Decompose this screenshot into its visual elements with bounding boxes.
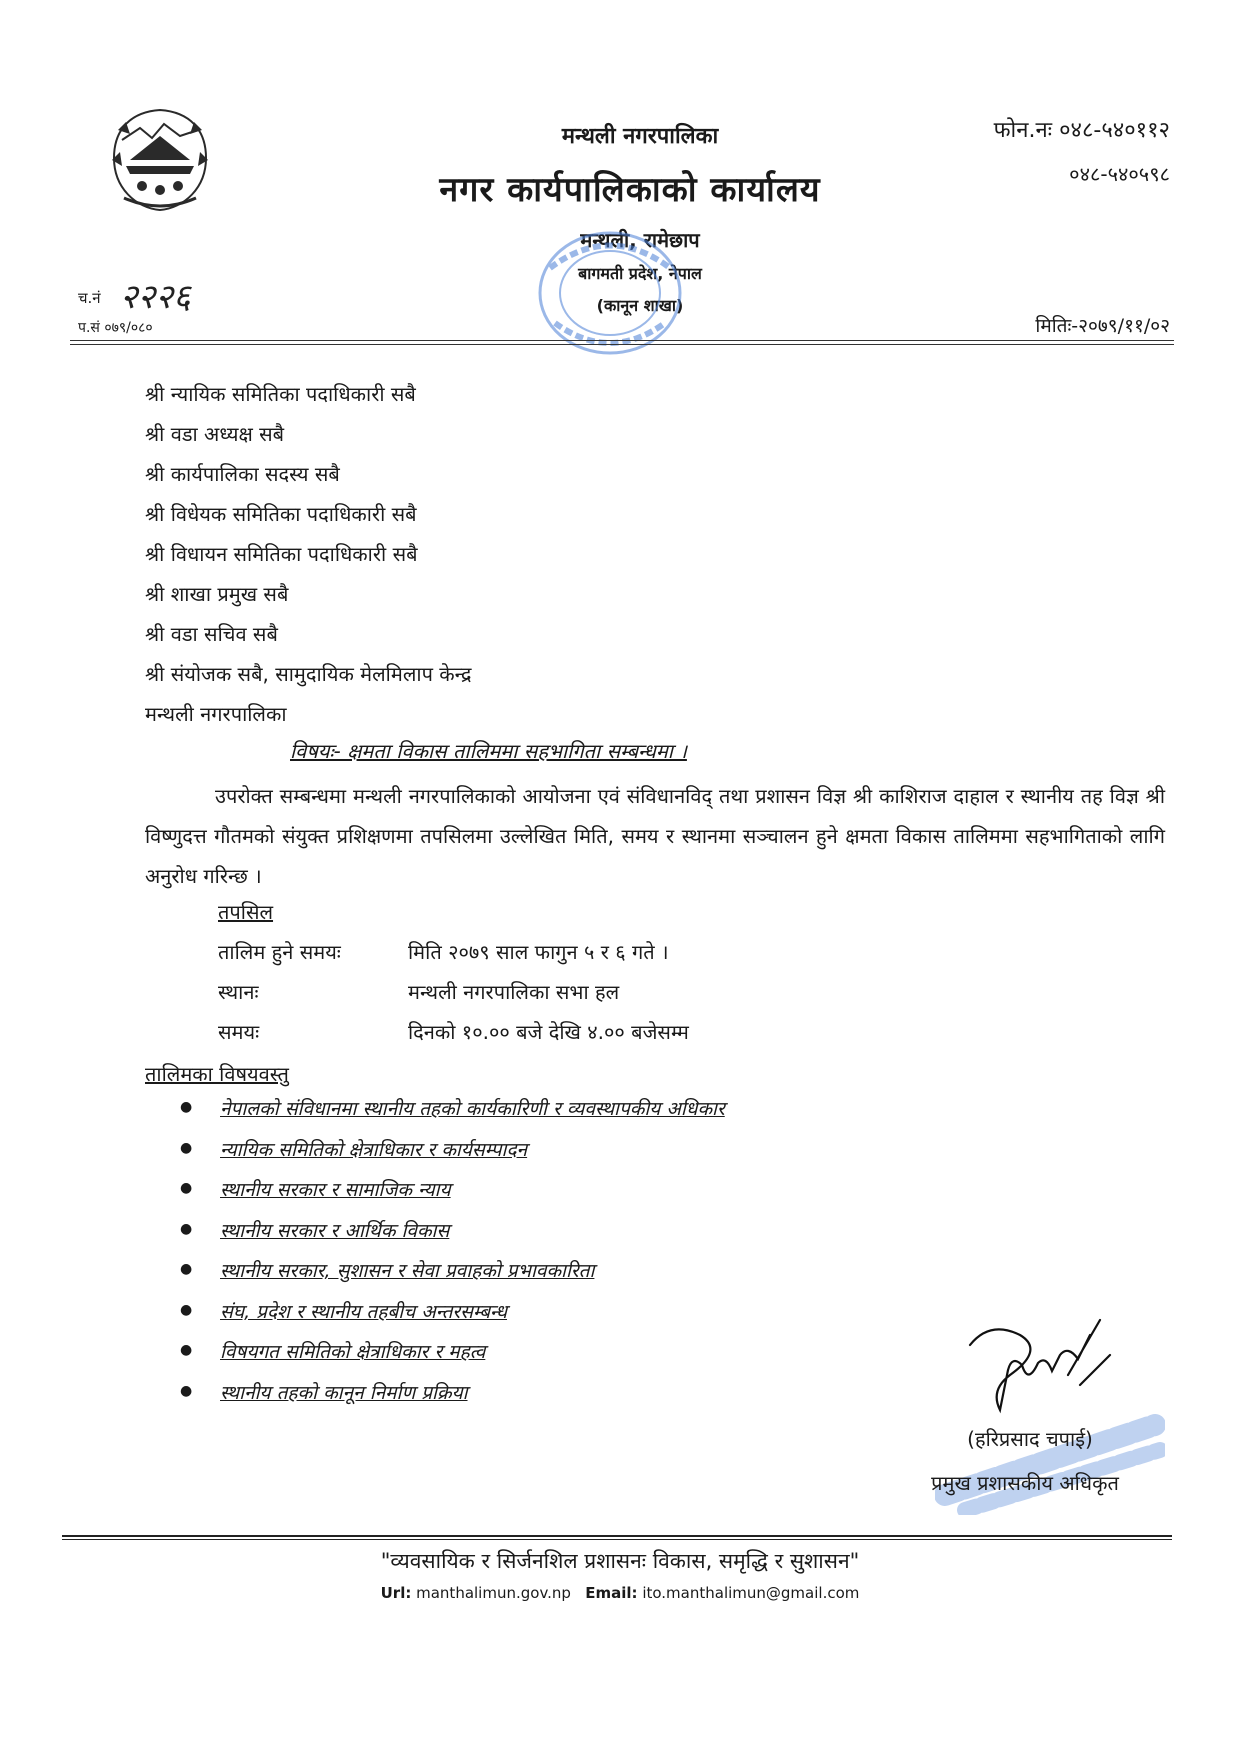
detail-label: तालिम हुने समयः: [218, 940, 341, 964]
phone-line2: ०४८-५४०५९८: [1069, 162, 1170, 186]
detail-label: समयः: [218, 1020, 260, 1044]
recipient-item: श्री वडा सचिव सबै: [145, 622, 278, 646]
signatory-name: (हरिप्रसाद चपाई): [967, 1427, 1093, 1451]
contents-heading: तालिमका विषयवस्तु: [145, 1062, 289, 1086]
bullet-icon: ●: [180, 1261, 193, 1277]
detail-value: मन्थली नगरपालिका सभा हल: [408, 980, 620, 1004]
details-heading: तपसिल: [218, 900, 274, 924]
footer-contact: [200, 1584, 1040, 1602]
nepal-emblem-icon: [100, 100, 220, 220]
email-link[interactable]: ito.manthalimun@gmail.com: [642, 1584, 860, 1602]
recipient-item: श्री वडा अध्यक्ष सबै: [145, 422, 285, 446]
signatory-title: प्रमुख प्रशासकीय अधिकृत: [931, 1471, 1119, 1495]
recipient-item: श्री शाखा प्रमुख सबै: [145, 582, 289, 606]
bullet-icon: ●: [180, 1220, 193, 1237]
header-divider: [70, 340, 1174, 341]
detail-value: मिति २०७९ साल फागुन ५ र ६ गते ।: [408, 940, 669, 964]
letter-body-text: उपरोक्त सम्बन्धमा मन्थली नगरपालिकाको आयोजना एवं संविधानविद् तथा प्रशासन विज्ञ श्री काशिराज दाहाल र स्थानीय तह विज्ञ श्री विष्णुदत्त गौतमको संयुक्त प्रशिक्षणमा तपसिलमा उल्लेखित मिति, समय र स्थानमा सञ्चालन हुने क्षमता विकास तालिममा सहभागिताको लागि अनुरोध गरिन्छ ।: [145, 784, 1166, 888]
recipient-item: श्री विधायन समितिका पदाधिकारी सबै: [145, 542, 418, 566]
bullet-icon: ●: [180, 1382, 193, 1399]
footer-divider-secondary: [62, 1539, 1172, 1540]
recipient-item: मन्थली नगरपालिका: [145, 702, 287, 726]
email-label: Email:: [585, 1584, 638, 1602]
bullet-icon: ●: [180, 1139, 193, 1156]
recipient-item: श्री विधेयक समितिका पदाधिकारी सबै: [145, 502, 417, 526]
website-link[interactable]: manthalimun.gov.np: [416, 1584, 571, 1602]
detail-label: स्थानः: [218, 980, 259, 1004]
bullet-icon: ●: [180, 1342, 193, 1358]
ref-number: २२२६: [120, 277, 191, 317]
signatory-stamp-icon: [935, 1405, 1165, 1515]
address-line3: (कानून शाखा): [596, 296, 684, 315]
office-stamp-icon: [535, 228, 685, 358]
letter-date: मितिः-२०७९/११/०२: [1035, 315, 1170, 337]
municipality-name: मन्थली नगरपालिका: [561, 124, 719, 149]
letter-subject: विषयः- क्षमता विकास तालिममा सहभागिता सम्बन्धमा ।: [290, 739, 687, 763]
bullet-icon: ●: [180, 1301, 193, 1318]
office-name: नगर कार्यपालिकाको कार्यालय: [439, 170, 821, 210]
letter-body: [145, 776, 1165, 896]
fiscal-year: प.सं ०७९/०८०: [78, 320, 153, 336]
recipient-item: श्री संयोजक सबै, सामुदायिक मेलमिलाप केन्द्र: [145, 662, 472, 686]
url-label: Url:: [380, 1584, 412, 1602]
recipient-item: श्री कार्यपालिका सदस्य सबै: [145, 462, 340, 486]
address-line2: बागमती प्रदेश, नेपाल: [578, 264, 702, 283]
bullet-icon: ●: [180, 1099, 193, 1115]
recipient-item: श्री न्यायिक समितिका पदाधिकारी सबै: [145, 382, 416, 406]
footer-divider: [62, 1535, 1172, 1537]
recipient-list: [145, 374, 471, 734]
ref-label: च.नं: [78, 289, 101, 307]
detail-value: दिनको १०.०० बजे देखि ४.०० बजेसम्म: [408, 1020, 689, 1044]
footer-slogan: "व्यवसायिक र सिर्जनशिल प्रशासनः विकास, समृद्धि र सुशासन": [380, 1549, 860, 1573]
header-divider-secondary: [70, 344, 1174, 345]
address-line1: मन्थली, रामेछाप: [580, 228, 700, 252]
bullet-icon: ●: [180, 1180, 193, 1196]
phone-line1: फोन.नः ०४८-५४०११२: [993, 118, 1170, 143]
